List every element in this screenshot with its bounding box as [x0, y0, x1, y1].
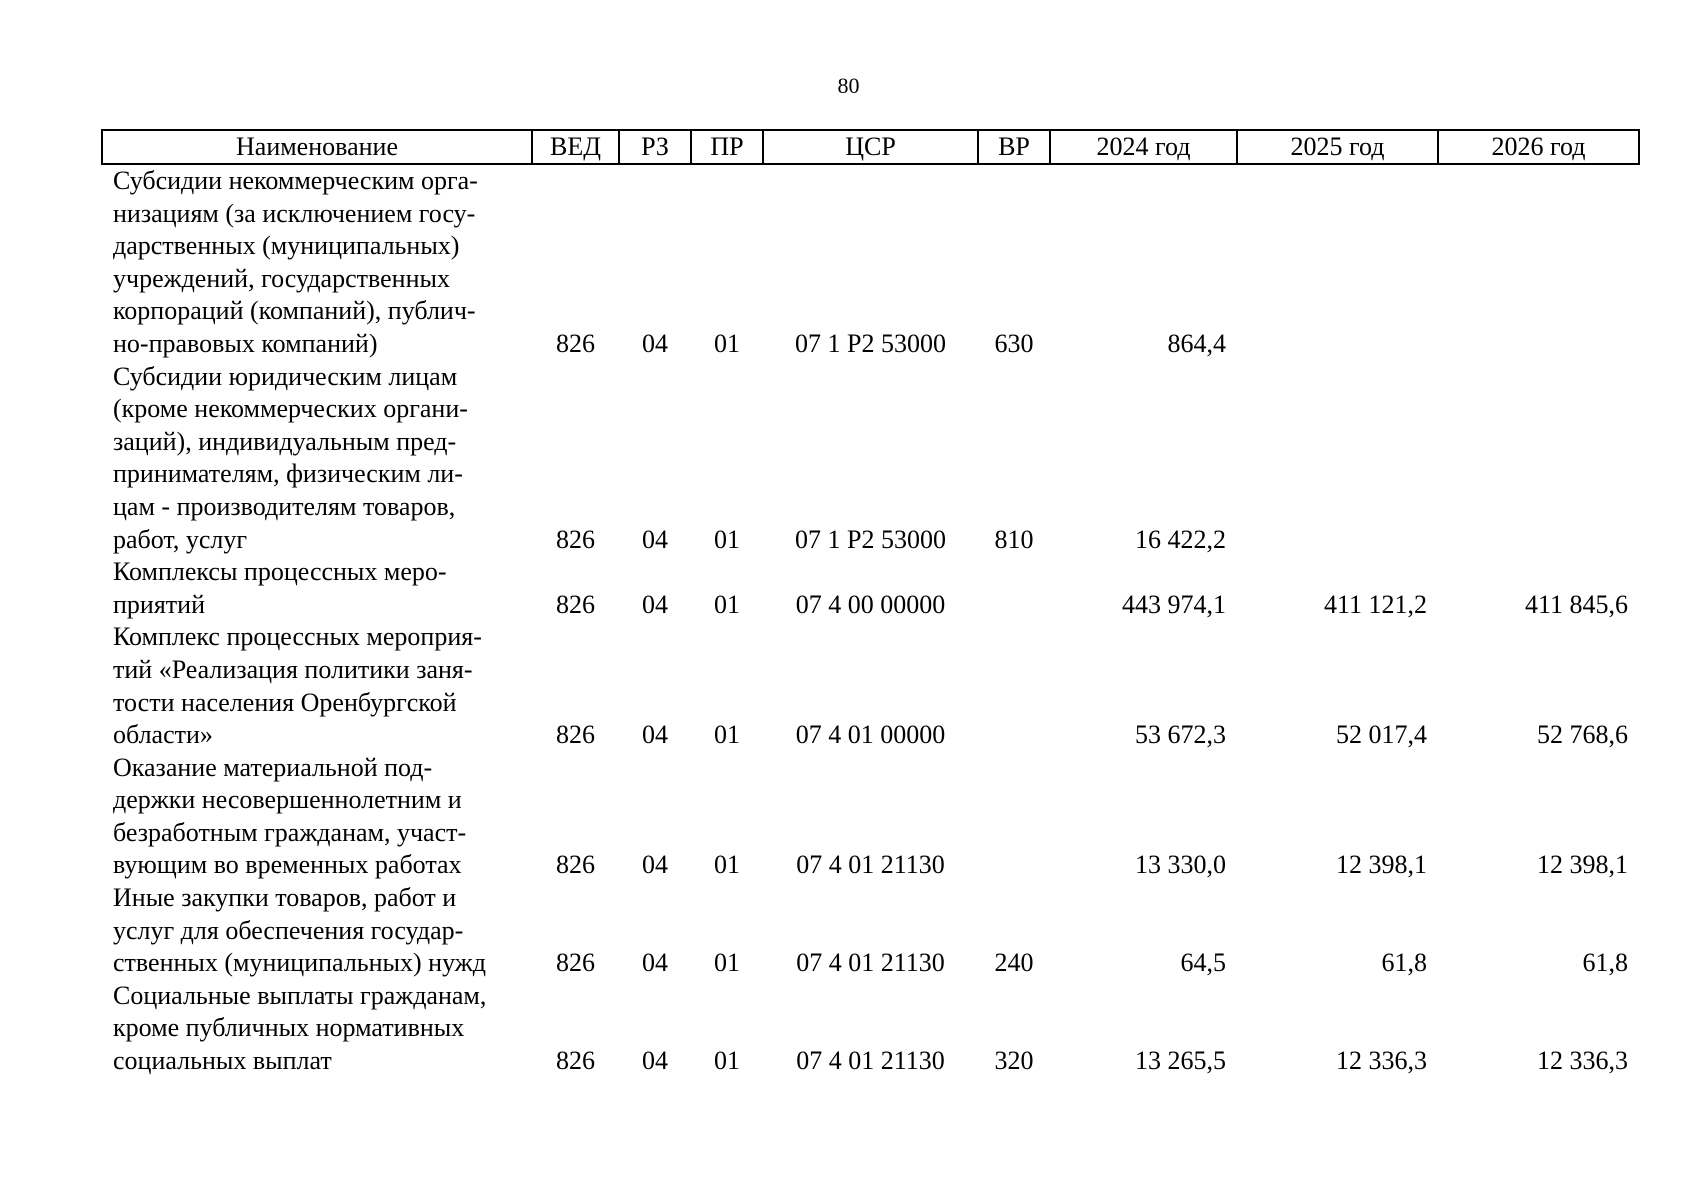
cell-2026: 12 336,3 — [1537, 1046, 1628, 1076]
row-name — [102, 556, 532, 621]
name-line: держки несовершеннолетним и — [113, 785, 462, 815]
cell-csr: 07 4 01 00000 — [795, 720, 946, 750]
cell-csr: 07 4 01 21130 — [796, 1046, 945, 1076]
header-rz: РЗ — [619, 130, 691, 164]
name-line: принимателям, физическим ли- — [113, 459, 463, 489]
cell-2025: 61,8 — [1381, 948, 1427, 978]
cell-ved: 826 — [556, 850, 595, 880]
cell-vr — [978, 752, 1050, 882]
name-line: Комплексы процессных меро- — [113, 557, 447, 587]
cell-rz: 04 — [642, 589, 668, 619]
table-row — [102, 556, 1639, 621]
cell-csr: 07 4 01 21130 — [796, 850, 945, 880]
name-line: вующим во временных работах — [113, 850, 462, 880]
cell-2024: 16 422,2 — [1135, 524, 1226, 554]
cell-vr: 240 — [994, 948, 1034, 978]
name-line: дарственных (муниципальных) — [113, 231, 460, 261]
cell-pr: 01 — [714, 1046, 740, 1076]
cell-ved: 826 — [556, 589, 595, 619]
name-line: цам - производителям товаров, — [113, 491, 456, 521]
name-line: ственных (муниципальных) нужд — [113, 948, 486, 978]
cell-vr: 810 — [994, 524, 1034, 554]
cell-csr: 07 4 00 00000 — [795, 589, 946, 619]
cell-rz: 04 — [642, 948, 668, 978]
cell-vr: 320 — [994, 1046, 1034, 1076]
cell-pr: 01 — [714, 948, 740, 978]
cell-rz: 04 — [642, 720, 668, 750]
cell-2024: 443 974,1 — [1122, 589, 1226, 619]
name-line: приятий — [113, 589, 205, 619]
row-name — [102, 361, 532, 557]
header-2025: 2025 год — [1237, 130, 1438, 164]
name-line: услуг для обеспечения государ- — [113, 915, 464, 945]
name-line: области» — [113, 720, 213, 750]
cell-rz: 04 — [642, 850, 668, 880]
cell-2026: 52 768,6 — [1537, 720, 1628, 750]
name-line: безработным гражданам, участ- — [113, 817, 467, 847]
name-line: работ, услуг — [113, 524, 248, 554]
name-line: Субсидии юридическим лицам — [113, 361, 458, 391]
cell-pr: 01 — [714, 589, 740, 619]
row-name — [102, 980, 532, 1078]
name-line: Иные закупки товаров, работ и — [113, 883, 457, 913]
name-line: заций), индивидуальным пред- — [113, 426, 457, 456]
cell-2024: 13 265,5 — [1135, 1046, 1226, 1076]
cell-ved: 826 — [556, 1046, 595, 1076]
cell-2026: 12 398,1 — [1537, 850, 1628, 880]
table-row — [102, 164, 1639, 361]
name-line: Оказание материальной под- — [113, 752, 433, 782]
cell-csr: 07 4 01 21130 — [796, 948, 945, 978]
header-2026: 2026 год — [1438, 130, 1639, 164]
name-line: (кроме некоммерческих органи- — [113, 394, 468, 424]
page-number: 80 — [837, 73, 860, 98]
name-line: низациям (за исключением госу- — [113, 198, 476, 228]
name-line: учреждений, государственных — [113, 263, 450, 293]
cell-rz: 04 — [642, 524, 668, 554]
cell-2024: 864,4 — [1167, 328, 1226, 358]
cell-pr: 01 — [714, 524, 740, 554]
table-header-row — [102, 130, 1639, 164]
table-row — [102, 980, 1639, 1078]
name-line: тости населения Оренбургской — [113, 687, 457, 717]
cell-pr: 01 — [714, 328, 740, 358]
row-name — [102, 882, 532, 980]
cell-vr — [978, 556, 1050, 621]
cell-csr: 07 1 Р2 53000 — [795, 328, 946, 358]
name-line: Комплекс процессных мероприя- — [113, 622, 482, 652]
cell-vr — [978, 621, 1050, 751]
cell-2025: 12 336,3 — [1336, 1046, 1427, 1076]
cell-2026: 61,8 — [1582, 948, 1628, 978]
table-row — [102, 752, 1639, 882]
cell-ved: 826 — [556, 948, 595, 978]
header-2024: 2024 год — [1050, 130, 1237, 164]
cell-2026 — [1438, 361, 1639, 557]
cell-2024: 53 672,3 — [1135, 720, 1226, 750]
cell-2025: 12 398,1 — [1336, 850, 1427, 880]
cell-rz: 04 — [642, 328, 668, 358]
cell-2025 — [1237, 164, 1438, 361]
row-name — [102, 621, 532, 751]
name-line: Субсидии некоммерческим орга- — [113, 166, 478, 195]
row-name — [102, 752, 532, 882]
cell-pr: 01 — [714, 850, 740, 880]
cell-2024: 13 330,0 — [1135, 850, 1226, 880]
name-line: корпораций (компаний), публич- — [113, 296, 476, 326]
name-line: Социальные выплаты гражданам, — [113, 980, 487, 1010]
header-name: Наименование — [102, 130, 532, 164]
budget-table — [101, 129, 1640, 1078]
cell-ved: 826 — [556, 524, 595, 554]
header-csr: ЦСР — [763, 130, 978, 164]
cell-2026: 411 845,6 — [1524, 589, 1628, 619]
cell-ved: 826 — [556, 328, 595, 358]
cell-ved: 826 — [556, 720, 595, 750]
name-line: кроме публичных нормативных — [113, 1013, 465, 1043]
header-vr: ВР — [978, 130, 1050, 164]
name-line: тий «Реализация политики заня- — [113, 654, 473, 684]
cell-rz: 04 — [642, 1046, 668, 1076]
name-line: но-правовых компаний) — [113, 328, 378, 358]
cell-csr: 07 1 Р2 53000 — [795, 524, 946, 554]
header-ved: ВЕД — [532, 130, 619, 164]
cell-2025 — [1237, 361, 1438, 557]
name-line: социальных выплат — [113, 1046, 332, 1076]
cell-2025: 52 017,4 — [1336, 720, 1427, 750]
cell-vr: 630 — [994, 328, 1034, 358]
cell-2026 — [1438, 164, 1639, 361]
header-pr: ПР — [691, 130, 763, 164]
cell-2025: 411 121,2 — [1323, 589, 1427, 619]
table-row — [102, 882, 1639, 980]
cell-2024: 64,5 — [1180, 948, 1226, 978]
row-name — [102, 164, 532, 361]
table-row — [102, 621, 1639, 751]
cell-pr: 01 — [714, 720, 740, 750]
table-row — [102, 361, 1639, 557]
